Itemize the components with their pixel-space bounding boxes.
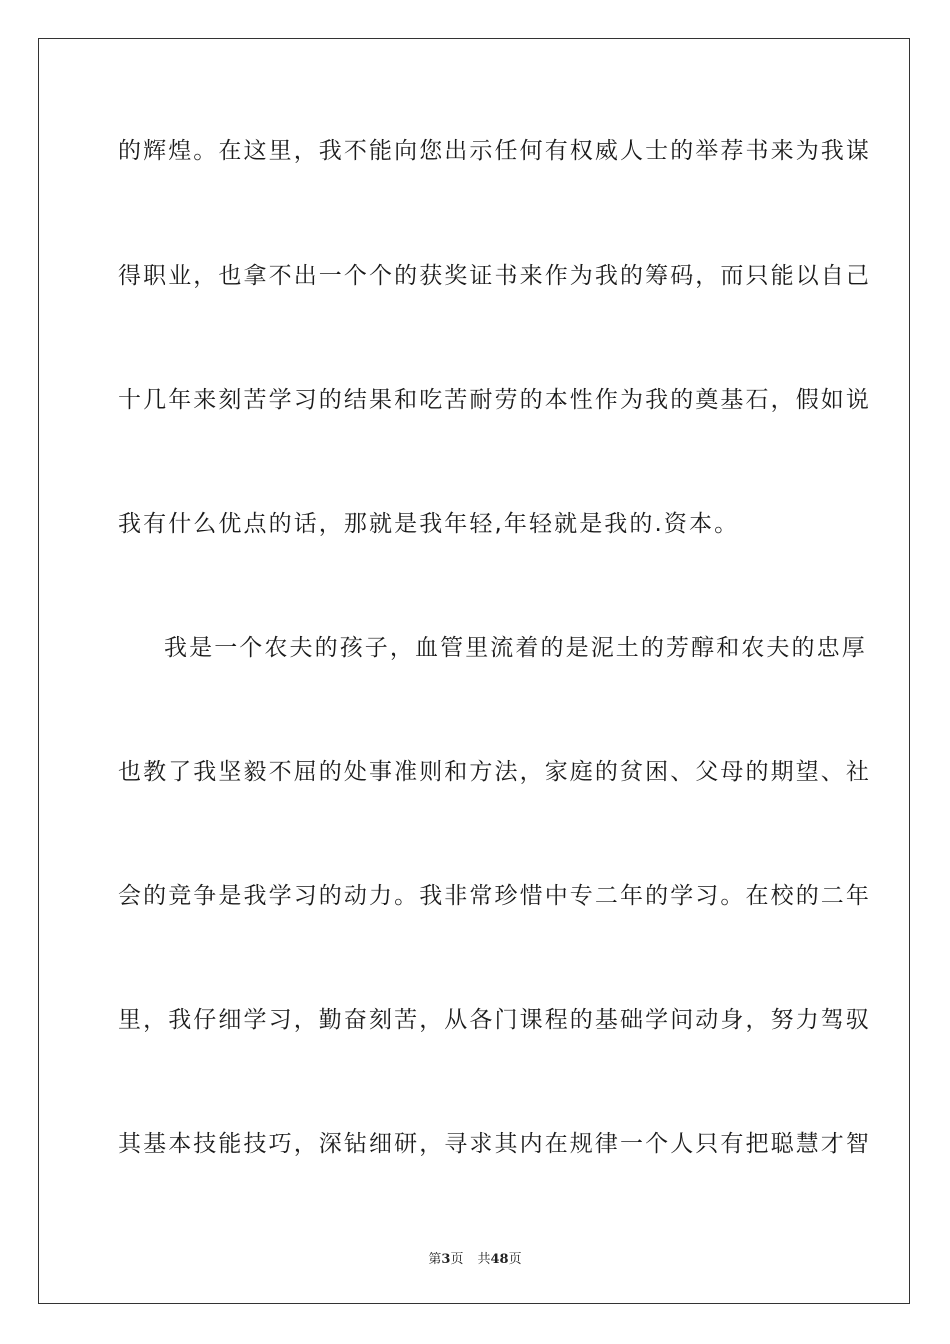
body-line-4: 我有什么优点的话，那就是我年轻,年轻就是我的.资本。 xyxy=(118,511,740,537)
total-pages: 48 xyxy=(490,1252,509,1267)
total-prefix: 共 xyxy=(477,1252,491,1267)
body-line-9: 其基本技能技巧，深钻细研，寻求其内在规律一个人只有把聪慧才智 xyxy=(118,1131,871,1157)
page-suffix: 页 xyxy=(450,1252,464,1267)
page-number: 3 xyxy=(441,1252,451,1267)
page-border xyxy=(38,38,910,1304)
body-line-7: 会的竞争是我学习的动力。我非常珍惜中专二年的学习。在校的二年 xyxy=(118,883,871,909)
body-line-2: 得职业，也拿不出一个个的获奖证书来作为我的筹码，而只能以自己 xyxy=(118,263,871,289)
total-suffix: 页 xyxy=(508,1252,522,1267)
body-line-5-paragraph-start: 我是一个农夫的孩子，血管里流着的是泥土的芳醇和农夫的忠厚 xyxy=(164,635,867,661)
body-line-3: 十几年来刻苦学习的结果和吃苦耐劳的本性作为我的奠基石，假如说 xyxy=(118,387,871,413)
page-footer xyxy=(0,1248,950,1267)
body-line-6: 也教了我坚毅不屈的处事准则和方法，家庭的贫困、父母的期望、社 xyxy=(118,759,871,785)
body-line-1: 的辉煌。在这里，我不能向您出示任何有权威人士的举荐书来为我谋 xyxy=(118,138,871,164)
body-line-8: 里，我仔细学习，勤奋刻苦，从各门课程的基础学问动身，努力驾驭 xyxy=(118,1007,871,1033)
page-prefix: 第 xyxy=(428,1252,442,1267)
